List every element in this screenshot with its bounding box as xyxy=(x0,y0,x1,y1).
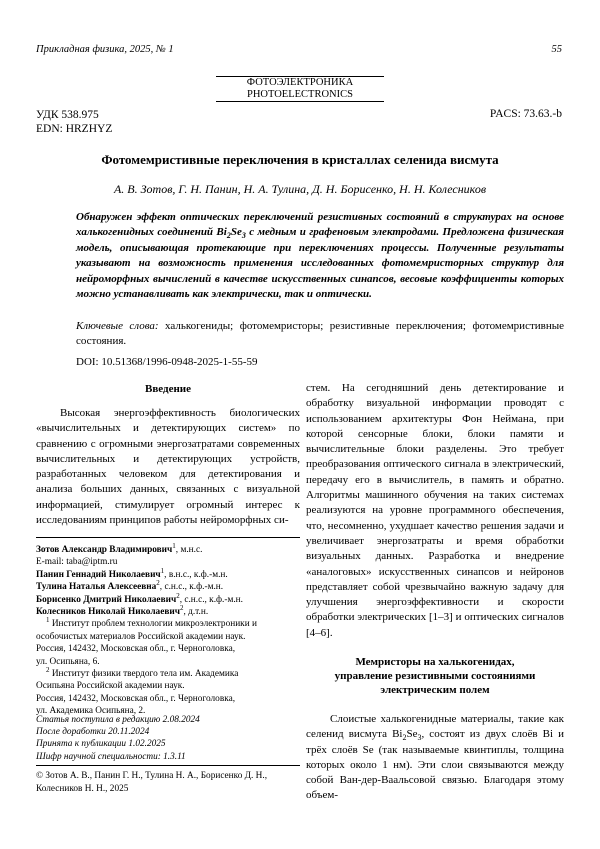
abstract-text-2: с медным и графеновым электродами. Предложена физическая модель, описывающая протекающие при переключениях процессы. Полученные результаты указывают на возможность применения исследованных фотомемристорных структур для нейроморфных вычислений в качестве искусственных синапсов, весовые коэффициенты которых можно устанавливать как электрически, так и оптически. xyxy=(76,226,564,301)
copyright-line-2: Колесников Н. Н., 2025 xyxy=(36,783,129,794)
abstract xyxy=(76,210,564,302)
keywords xyxy=(76,319,564,350)
page-number: 55 xyxy=(551,44,562,55)
author-3-sup: 2 xyxy=(156,579,160,588)
date-accepted: Принята к публикации 1.02.2025 xyxy=(36,739,166,750)
keywords-text: халькогениды; фотомемристоры; резистивные переключения; фотомемристивные состояния. xyxy=(76,320,565,348)
para2-sub-1: 2 xyxy=(402,733,407,743)
intro-continuation-text: стем. На сегодняшний день детектирование и обработку визуальной информации проводят с использованием архитектуры Фон Неймана, при которой сенсорные блоки, блоки памяти и вычислительные блоки разделены. Это требует преобразования оптического сигнала в электрический, передачу его в вычислитель, в память и обратно. Алгоритмы машинного обучения на таких системах реализуются на уровне программного обеспечения, что, несомненно, ухудшает качество решения задачи и увеличивает энергозатраты и время обработки визуальных данных. Разработка и внедрение «аналоговых» искусственных синапсов и нейронов представляет собой чрезвычайно важную задачу для улучшения энергоэффективности и скорости обработки электрических [1–3] и оптических сигналов [4–6]. xyxy=(306,382,564,639)
author-list: А. В. Зотов, Г. Н. Панин, Н. А. Тулина, Д. Н. Борисенко, Н. Н. Колесников xyxy=(113,182,487,196)
copyright xyxy=(36,770,300,796)
udk-code: УДК 538.975 xyxy=(36,109,99,121)
institution-2-line-4: ул. Академика Осипьяна, 2. xyxy=(36,706,146,717)
intro-paragraph xyxy=(36,406,300,528)
institution-2-line-3: Россия, 142432, Московская обл., г. Черноголовка, xyxy=(36,693,236,704)
author-1 xyxy=(36,541,300,556)
author-1-sup: 1 xyxy=(172,541,176,550)
para2-sub-2: 3 xyxy=(417,733,422,743)
section-rule-bottom xyxy=(216,101,384,102)
author-affiliations xyxy=(36,541,300,718)
institution-1-text: Институт проблем технологии микроэлектроники и xyxy=(49,619,257,630)
author-3 xyxy=(36,581,300,593)
author-5-rank: , д.т.н. xyxy=(183,607,209,618)
institution-2-sup: 2 xyxy=(46,665,50,674)
footnote-divider xyxy=(36,537,300,538)
abstract-text-1: Обнаружен эффект оптических переключений резистивных состояний в структурах на основе халькогенидных соединений Bi xyxy=(76,211,564,239)
section-ru: ФОТОЭЛЕКТРОНИКА xyxy=(246,77,354,88)
memristor-paragraph xyxy=(306,712,564,804)
para2-text-1: Слоистые халькогенидные материалы, такие как селенид висмута Bi xyxy=(306,713,564,741)
author-1-name: Зотов Александр Владимирович xyxy=(36,545,173,555)
edn-code: EDN: HRZHYZ xyxy=(36,123,113,135)
date-received: Статья поступила в редакцию 2.08.2024 xyxy=(36,715,200,725)
abstract-sub-1: 2 xyxy=(226,231,231,241)
doi[interactable]: DOI: 10.51368/1996-0948-2025-1-55-59 xyxy=(76,356,258,368)
copyright-line-1: © Зотов А. В., Панин Г. Н., Тулина Н. А., Борисенко Д. Н., xyxy=(36,771,268,781)
author-4-sup: 2 xyxy=(176,591,180,600)
heading-line-2: управление резистивными состояниями xyxy=(334,670,536,682)
author-2-rank: , в.н.с., к.ф.-м.н. xyxy=(164,569,228,580)
publication-dates xyxy=(36,714,300,763)
institution-1-line-3: Россия, 142432, Московская обл., г. Черноголовка, xyxy=(36,644,236,655)
institution-2-line-1 xyxy=(36,665,300,680)
section-en: PHOTOELECTRONICS xyxy=(247,89,353,100)
author-3-name: Тулина Наталья Алексеевна xyxy=(36,582,157,593)
institution-2-text: Институт физики твердого тела им. Академика xyxy=(49,669,239,680)
keywords-label: Ключевые слова: xyxy=(76,320,159,332)
abstract-formula: Se xyxy=(230,226,242,239)
institution-1-line-1 xyxy=(36,618,300,630)
copyright-divider xyxy=(36,765,300,766)
institution-1-line-2: особочистых материалов Российской академии наук. xyxy=(36,631,246,642)
author-5-name: Колесников Николай Николаевич xyxy=(36,607,180,618)
institution-2-line-2: Осипьяна Российской академии наук. xyxy=(36,681,185,692)
article-title: Фотомемристивные переключения в кристаллах селенида висмута xyxy=(101,152,499,167)
para2-text-2: , состоят из двух слоёв Bi и трёх слоёв Se (так называемые квинтиплы, толщина которых около 1 нм). Эти слои связываются между собой Ван-дер-Ваальсовой связью. Благодаря этому объем- xyxy=(306,728,565,802)
author-1-rank: , м.н.с. xyxy=(175,545,203,555)
author-5-sup: 2 xyxy=(179,603,184,612)
heading-line-1: Мемристоры на халькогенидах, xyxy=(355,656,515,668)
intro-heading: Введение xyxy=(144,383,192,395)
author-3-rank: , с.н.с., к.ф.-м.н. xyxy=(159,582,224,593)
intro-continuation xyxy=(306,381,564,641)
classification-codes xyxy=(36,108,112,136)
section-heading-memristors xyxy=(306,655,564,697)
institution-1-sup: 1 xyxy=(46,616,50,625)
section-label xyxy=(0,76,600,102)
intro-text: Высокая энергоэффективность биологических «вычислительных и детектирующих систем» по сравнению с огромными энергозатратами современных вычислительных и детектирующих устройств, разработанных человеком для детектирования и анализа больших данных, связанных с визуальной информацией, стимулирует огромный интерес к исследованиям принципов работы нейроморфных си- xyxy=(36,407,300,527)
author-5 xyxy=(36,603,300,618)
author-4-rank: , с.н.с., к.ф.-м.н. xyxy=(179,594,243,605)
pacs-code: PACS: 73.63.-b xyxy=(489,108,562,120)
author-4 xyxy=(36,591,300,606)
specialty-code: Шифр научной специальности: 1.3.11 xyxy=(36,751,186,762)
journal-header: Прикладная физика, 2025, № 1 xyxy=(36,44,174,55)
author-email[interactable]: E-mail: taba@iptm.ru xyxy=(36,557,118,568)
author-2-sup: 1 xyxy=(160,566,165,575)
para2-formula: Se xyxy=(406,728,418,741)
author-2-name: Панин Геннадий Николаевич xyxy=(36,569,161,580)
date-revised: После доработки 20.11.2024 xyxy=(36,727,150,738)
heading-line-3: электрическим полем xyxy=(380,684,490,696)
institution-1-line-4: ул. Осипьяна, 6. xyxy=(36,656,100,667)
author-2 xyxy=(36,566,300,581)
abstract-sub-2: 3 xyxy=(241,231,246,241)
author-4-name: Борисенко Дмитрий Николаевич xyxy=(36,594,177,605)
